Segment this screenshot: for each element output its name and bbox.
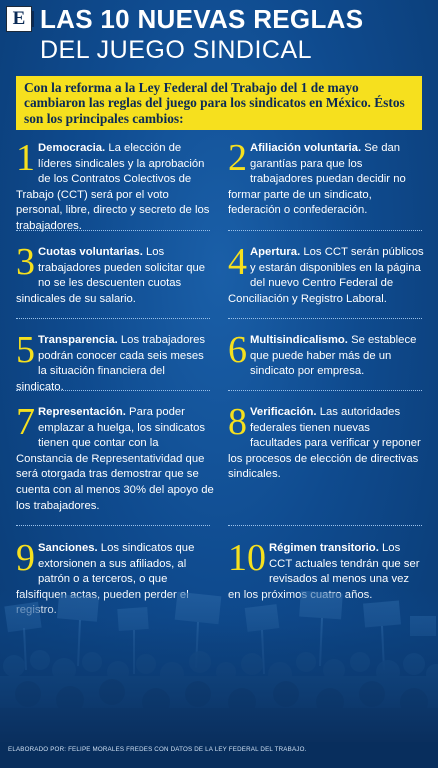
rule-body: Los trabajadores podrán conocer cada seis meses la situación financiera del sindicato. [16, 334, 206, 393]
rule-heading: Representación. [38, 406, 126, 418]
rule-item-8 [228, 401, 424, 483]
rule-number: 10 [228, 537, 266, 579]
rule-number: 1 [16, 137, 35, 179]
rule-heading: Apertura. [250, 246, 301, 258]
rule-body: Se establece que puede haber más de un sindicato por empresa. [250, 334, 417, 378]
rule-body: Para poder emplazar a huelga, los sindicatos tienen que contar con la Constancia de Representatividad que será otorgada tras demostrar que se cuenta con al menos 30% del apoyo de los trabajadores. [16, 406, 214, 512]
rule-heading: Multisindicalismo. [250, 334, 348, 346]
rule-number: 2 [228, 137, 247, 179]
rule-number: 4 [228, 241, 247, 283]
publication-logo [6, 6, 32, 32]
divider [16, 230, 210, 231]
divider [228, 525, 422, 526]
rule-heading: Verificación. [250, 406, 317, 418]
rule-number: 3 [16, 241, 35, 283]
intro-box: Con la reforma a la Ley Federal del Trabajo del 1 de mayo cambiaron las reglas del juego para los sindicatos en México. Éstos son los principales cambios: [16, 76, 422, 130]
divider [16, 525, 210, 526]
title-line-2: DEL JUEGO SINDICAL [40, 36, 313, 64]
rule-heading: Transparencia. [38, 334, 118, 346]
rule-body: Los sindicatos que extorsionen a sus afiliados, al patrón o a terceros, o que [38, 542, 195, 586]
divider [228, 390, 422, 391]
divider [16, 390, 210, 391]
rule-item-6 [228, 329, 424, 380]
rule-body: Los CCT actuales tendrán que ser revisados al menos una vez [269, 542, 420, 586]
divider [228, 230, 422, 231]
rule-body: Las autoridades federales tienen nuevas facultades para verificar y reponer los procesos de elección de directivas sindicales. [228, 406, 421, 481]
rule-number: 6 [228, 329, 247, 371]
divider [228, 318, 422, 319]
rule-body: La elección de líderes sindicales y la aprobación de los Contratos Colectivos de Trabajo (CCT) será por el voto personal, libre, directo y secreto de los trabajadores. [16, 142, 210, 232]
rule-number: 8 [228, 401, 247, 443]
rule-number: 9 [16, 537, 35, 579]
title-line-1: LAS 10 NUEVAS REGLAS [40, 4, 364, 34]
divider [16, 318, 210, 319]
rule-item-5 [16, 329, 212, 395]
header [0, 0, 438, 70]
rule-item-3 [16, 241, 212, 307]
footer-credit: ELABORADO POR: FELIPE MORALES FREDES CON DATOS DE LA LEY FEDERAL DEL TRABAJO. [8, 746, 307, 753]
rule-heading: Cuotas voluntarias. [38, 246, 143, 258]
rule-item-2 [228, 137, 424, 219]
protest-crowd-illustration [0, 590, 438, 742]
rule-item-4 [228, 241, 424, 307]
rule-body: Los CCT serán públicos y estarán disponibles en la página del nuevo Centro Federal de Conciliación y Registro Laboral. [228, 246, 424, 305]
rule-heading: Afiliación voluntaria. [250, 142, 362, 154]
rule-body: Se dan garantías para que los trabajadores puedan decidir no formar parte de un sindicato, federación o confederación. [228, 142, 406, 217]
rule-heading: Democracia. [38, 142, 106, 154]
logo-letter: E [12, 8, 26, 29]
rule-body: Los trabajadores pueden solicitar que no se les descuenten cuotas sindicales de su salario. [16, 246, 206, 305]
rule-heading: Régimen transitorio. [269, 542, 379, 554]
rule-heading: Sanciones. [38, 542, 98, 554]
rule-item-1 [16, 137, 216, 235]
rule-number: 7 [16, 401, 35, 443]
rule-item-7 [16, 401, 216, 514]
rule-number: 5 [16, 329, 35, 371]
